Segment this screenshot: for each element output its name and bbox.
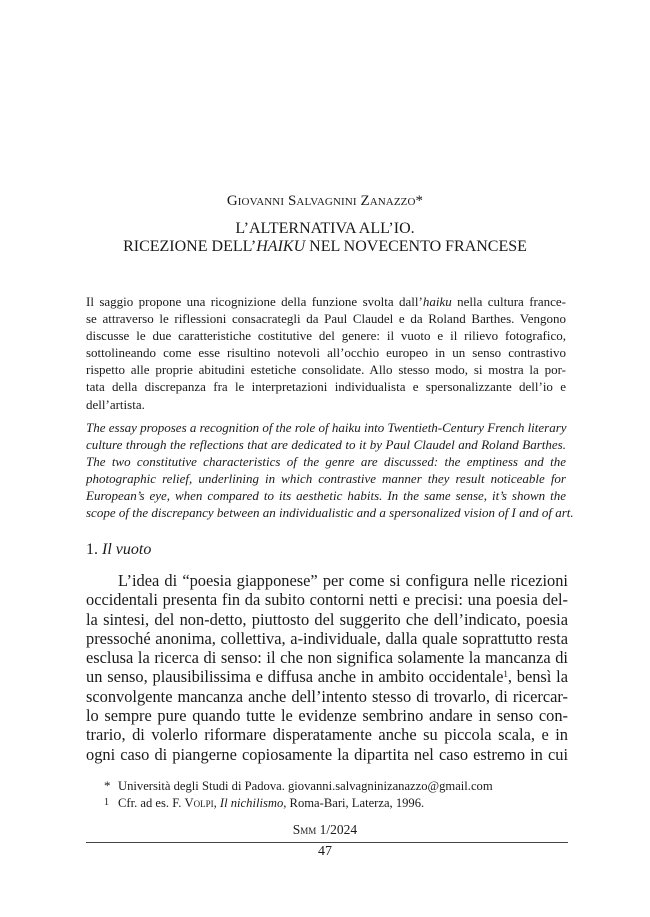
abstract-en-line: culture through the reflections that are dedicated to it by Paul Claudel and Roland Barthes.: [86, 437, 566, 453]
abstract-en-line: The two constitutive characteristics of the genre are discussed: the emptiness and the: [86, 454, 566, 470]
body-line: occidentali presenta fin da subito contorni netti e precisi: una poesia del-: [86, 590, 568, 610]
abstract-italian: [86, 293, 566, 413]
body-line: pressoché anonima, collettiva, a-individuale, dalla quale soprattutto resta: [86, 628, 568, 648]
footnote-text: Università degli Studi di Padova. giovanni.salvagninizanazzo@gmail.com: [118, 779, 493, 793]
body-line: sconvolgente mancanza anche dell’intento stesso di trovarlo, di ricercar-: [86, 686, 568, 706]
footnote-text: ,: [213, 796, 220, 810]
article-title: [0, 220, 650, 256]
footnote-mark: *: [104, 778, 111, 793]
body-line: lo sempre pure quando tutte le evidenze sembrino andare in senso con-: [86, 706, 568, 726]
body-line: L’idea di “poesia giapponese” per come si configura nelle ricezioni: [118, 571, 568, 590]
footnote-1: [104, 795, 424, 811]
abstract-english: [86, 419, 574, 522]
article-author: Giovanni Salvagnini Zanazzo*: [226, 193, 424, 209]
journal-issue: Smm 1/2024: [292, 822, 358, 837]
haiku-term: haiku: [422, 294, 452, 309]
footer-divider: [86, 842, 568, 843]
abstract-en-line: The essay proposes a recognition of the role of haiku into Twentieth-Century French literary: [86, 420, 567, 435]
footnote-text: Cfr. ad es. F.: [118, 796, 185, 810]
body-line: [86, 667, 568, 686]
body-line-text: un senso, plausibilissima e diffusa anche in ambito occidentale: [86, 667, 504, 687]
title-line-2-c: NEL NOVECENTO FRANCESE: [305, 238, 527, 255]
title-line-2: [0, 238, 650, 256]
title-line-2-haiku: HAIKU: [256, 238, 306, 255]
footnote-mark: 1: [104, 797, 109, 808]
abstract-it-line: se attraverso le riflessioni consacrategli da Paul Claudel e da Roland Barthes. Vengono: [86, 311, 566, 327]
footnote-author: [104, 778, 493, 794]
section-title: Il vuoto: [102, 541, 152, 558]
section-number: 1.: [86, 541, 102, 558]
abstract-it-line: rispetto alle proprie abitudini estetiche consolidate. Allo stesso modo, si mostra la por-: [86, 362, 566, 378]
section-heading: [86, 541, 151, 559]
body-line: esclusa la ricerca di senso: il che non significa solamente la mancanza di: [86, 648, 568, 668]
body-paragraph: [86, 571, 568, 764]
footnote-author-name: Volpi: [184, 796, 214, 810]
abstract-it-line: tata della discrepanza fra le interpretazioni individualista e spersonalizzante dell’io e: [86, 379, 566, 395]
body-line: la sintesi, del non-detto, piuttosto del suggerito che dell’indicato, poesia: [86, 609, 568, 629]
footnote-reference[interactable]: 1: [503, 669, 508, 680]
body-line: ogni caso di piangerne copiosamente la dipartita nel caso estremo in cui: [86, 744, 568, 764]
abstract-en-line: European’s eye, when compared to its aesthetic habits. In the same sense, it’s shown the: [86, 488, 566, 504]
body-line: trario, di volerlo riformare disperatamente anche su piccola scala, e in: [86, 725, 568, 745]
page-number: 47: [318, 844, 332, 859]
footnote-work-title: Il nichilismo: [219, 796, 284, 810]
abstract-it-line: Il saggio propone una ricognizione della funzione svolta dall’haiku nella cultura france-: [86, 294, 566, 309]
footnote-text: , Roma-Bari, Laterza, 1996.: [283, 796, 425, 810]
abstract-en-line: photographic relief, underlining in which contrastive manner they result noticeable for: [86, 471, 566, 487]
abstract-it-line: sottolineando come esse risultino notevoli all’occhio europeo in un senso contrastivo: [86, 345, 566, 361]
body-line-text: , bensì la: [507, 667, 568, 687]
title-line-1: L’ALTERNATIVA ALL’IO.: [235, 220, 415, 237]
abstract-en-line: scope of the discrepancy between an individualistic and a spersonalized vision of I and of art.: [86, 505, 574, 521]
title-line-2-a: RICEZIONE DELL’: [123, 238, 257, 255]
abstract-it-line: dell’artista.: [86, 396, 145, 412]
abstract-it-line: discusse le due caratteristiche costitutive del genere: il vuoto e il rilievo fotografico,: [86, 328, 566, 344]
